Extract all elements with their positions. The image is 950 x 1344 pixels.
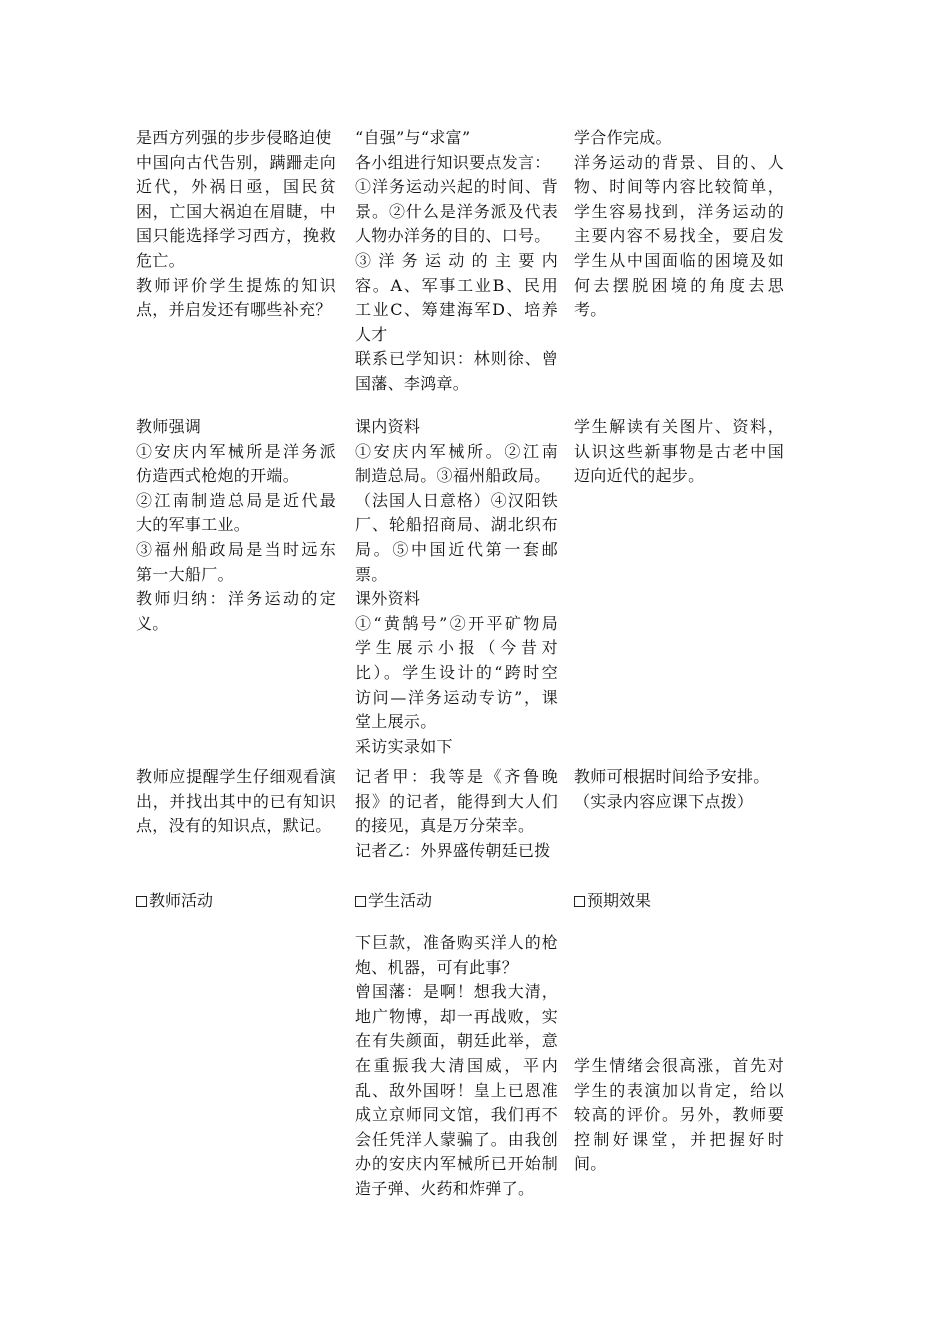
- row1-teacher-activity: [136, 126, 336, 323]
- text-line: 的接见，真是万分荣幸。: [355, 816, 535, 836]
- text-line: 容。A、军事工业B、民用: [355, 275, 558, 295]
- text-line: 学生容易找到，洋务运动的: [574, 201, 784, 221]
- text-line: 教师评价学生提炼的知识: [136, 275, 336, 295]
- text-line: ①安庆内军械所是洋务派: [136, 441, 336, 461]
- header-student-activity: [355, 889, 432, 913]
- row1-student-activity: [355, 126, 558, 397]
- row3-expected-effect: [574, 765, 784, 814]
- text-line: 中国向古代告别，蹒跚走向: [136, 152, 336, 172]
- text-line: 教师强调: [136, 417, 202, 436]
- text-line: 认识这些新事物是古老中国: [574, 441, 784, 461]
- text-line: 记者乙：外界盛传朝廷已拨: [355, 840, 551, 860]
- text-line: 厂、轮船招商局、湖北织布: [355, 515, 558, 535]
- header-label: 教师活动: [149, 891, 214, 910]
- text-line: 较高的评价。另外，教师要: [574, 1105, 784, 1125]
- text-line: 比）。学生设计的“跨时空: [355, 662, 558, 682]
- text-line: 学合作完成。: [574, 128, 672, 147]
- checkbox-square-icon: [574, 896, 585, 907]
- text-line: 各小组进行知识要点发言：: [355, 152, 551, 172]
- text-line: 在有失颜面，朝廷此举，意: [355, 1031, 558, 1051]
- text-line: 在重振我大清国威，平内: [355, 1055, 558, 1075]
- text-line: 采访实录如下: [355, 736, 453, 756]
- text-line: “自强”与“求富”: [355, 128, 471, 147]
- text-line: 近代，外祸日亟，国民贫: [136, 177, 336, 197]
- text-line: 票。: [355, 564, 388, 584]
- header-expected-effect: [574, 889, 651, 913]
- text-line: 地广物博，却一再战败，实: [355, 1006, 558, 1026]
- row2-expected-effect: [574, 415, 784, 489]
- text-line: 教师可根据时间给予安排。: [574, 767, 770, 786]
- text-line: 第一大船厂。: [136, 564, 234, 584]
- header-label: 预期效果: [587, 891, 652, 910]
- text-line: 间。: [574, 1154, 607, 1174]
- continuation-expected-effect: [574, 1054, 784, 1177]
- text-line: 人才: [355, 324, 388, 344]
- text-line: ①洋务运动兴起的时间、背: [355, 177, 558, 197]
- text-line: 主要内容不易找全，要启发: [574, 226, 784, 246]
- text-line: 物、时间等内容比较简单，: [574, 177, 784, 197]
- text-line: 学生的表演加以肯定，给以: [574, 1080, 784, 1100]
- text-line: （实录内容应课下点拨）: [574, 791, 754, 811]
- text-line: ③福州船政局是当时远东: [136, 539, 336, 559]
- text-line: 国只能选择学习西方，挽救: [136, 226, 336, 246]
- text-line: ③洋务运动的主要内: [355, 250, 558, 270]
- text-line: 制造总局。③福州船政局。: [355, 466, 551, 486]
- text-line: 下巨款，准备购买洋人的枪: [355, 933, 558, 952]
- text-line: 考。: [574, 300, 607, 320]
- text-line: 办的安庆内军械所已开始制: [355, 1154, 558, 1174]
- text-line: 景。②什么是洋务派及代表: [355, 201, 558, 221]
- text-line: 炮、机器，可有此事？: [355, 957, 519, 977]
- text-line: 困，亡国大祸迫在眉睫，中: [136, 201, 336, 221]
- text-line: ②江南制造总局是近代最: [136, 490, 336, 510]
- text-line: 控制好课堂，并把握好时: [574, 1129, 784, 1149]
- text-line: 学生解读有关图片、资料，: [574, 417, 784, 436]
- text-line: 报》的记者，能得到大人们: [355, 791, 558, 811]
- text-line: 曾国藩：是啊！想我大清，: [355, 982, 558, 1002]
- text-line: 乱、敌外国呀！皇上已恩准: [355, 1080, 558, 1100]
- row2-teacher-activity: [136, 415, 336, 636]
- text-line: 访问—洋务运动专访”，课: [355, 687, 558, 707]
- text-line: 课外资料: [355, 589, 421, 609]
- text-line: 教师应提醒学生仔细观看演: [136, 767, 336, 786]
- text-line: 何去摆脱困境的角度去思: [574, 275, 784, 295]
- text-line: 迈向近代的起步。: [574, 466, 705, 486]
- text-line: 堂上展示。: [355, 712, 437, 732]
- text-line: 学生情绪会很高涨，首先对: [574, 1056, 784, 1075]
- header-teacher-activity: [136, 889, 213, 913]
- text-line: 危亡。: [136, 250, 185, 270]
- text-line: 国藩、李鸿章。: [355, 373, 470, 393]
- text-line: 点，并启发还有哪些补充？: [136, 300, 332, 320]
- row3-teacher-activity: [136, 765, 336, 839]
- text-line: 学生展示小报（今昔对: [355, 638, 558, 658]
- text-line: 教师归纳：洋务运动的定: [136, 589, 336, 609]
- text-line: 局。⑤中国近代第一套邮: [355, 539, 558, 559]
- text-line: 仿造西式枪炮的开端。: [136, 466, 300, 486]
- text-line: 课内资料: [355, 417, 421, 436]
- text-line: 造子弹、火药和炸弹了。: [355, 1178, 535, 1198]
- text-line: ①“黄鹄号”②开平矿物局: [355, 613, 558, 633]
- row1-expected-effect: [574, 126, 784, 323]
- row3-student-activity: [355, 765, 558, 863]
- text-line: （法国人日意格）④汉阳铁: [355, 490, 558, 510]
- text-line: 工业C、筹建海军D、培养: [355, 300, 558, 320]
- text-line: 成立京师同文馆，我们再不: [355, 1105, 558, 1125]
- text-line: 是西方列强的步步侵略迫使: [136, 128, 332, 147]
- text-line: 联系已学知识：林则徐、曾: [355, 349, 558, 369]
- text-line: 义。: [136, 613, 169, 633]
- checkbox-square-icon: [355, 896, 366, 907]
- text-line: 大的军事工业。: [136, 515, 251, 535]
- text-line: ①安庆内军械所。②江南: [355, 441, 558, 461]
- continuation-student-activity: [355, 931, 558, 1202]
- header-label: 学生活动: [368, 891, 433, 910]
- text-line: 人物办洋务的目的、口号。: [355, 226, 551, 246]
- text-line: 记者甲：我等是《齐鲁晚: [355, 767, 558, 786]
- row2-student-activity: [355, 415, 558, 759]
- text-line: 洋务运动的背景、目的、人: [574, 152, 784, 172]
- checkbox-square-icon: [136, 896, 147, 907]
- text-line: 会任凭洋人蒙骗了。由我创: [355, 1129, 558, 1149]
- text-line: 学生从中国面临的困境及如: [574, 250, 784, 270]
- text-line: 点，没有的知识点，默记。: [136, 816, 332, 836]
- text-line: 出，并找出其中的已有知识: [136, 791, 336, 811]
